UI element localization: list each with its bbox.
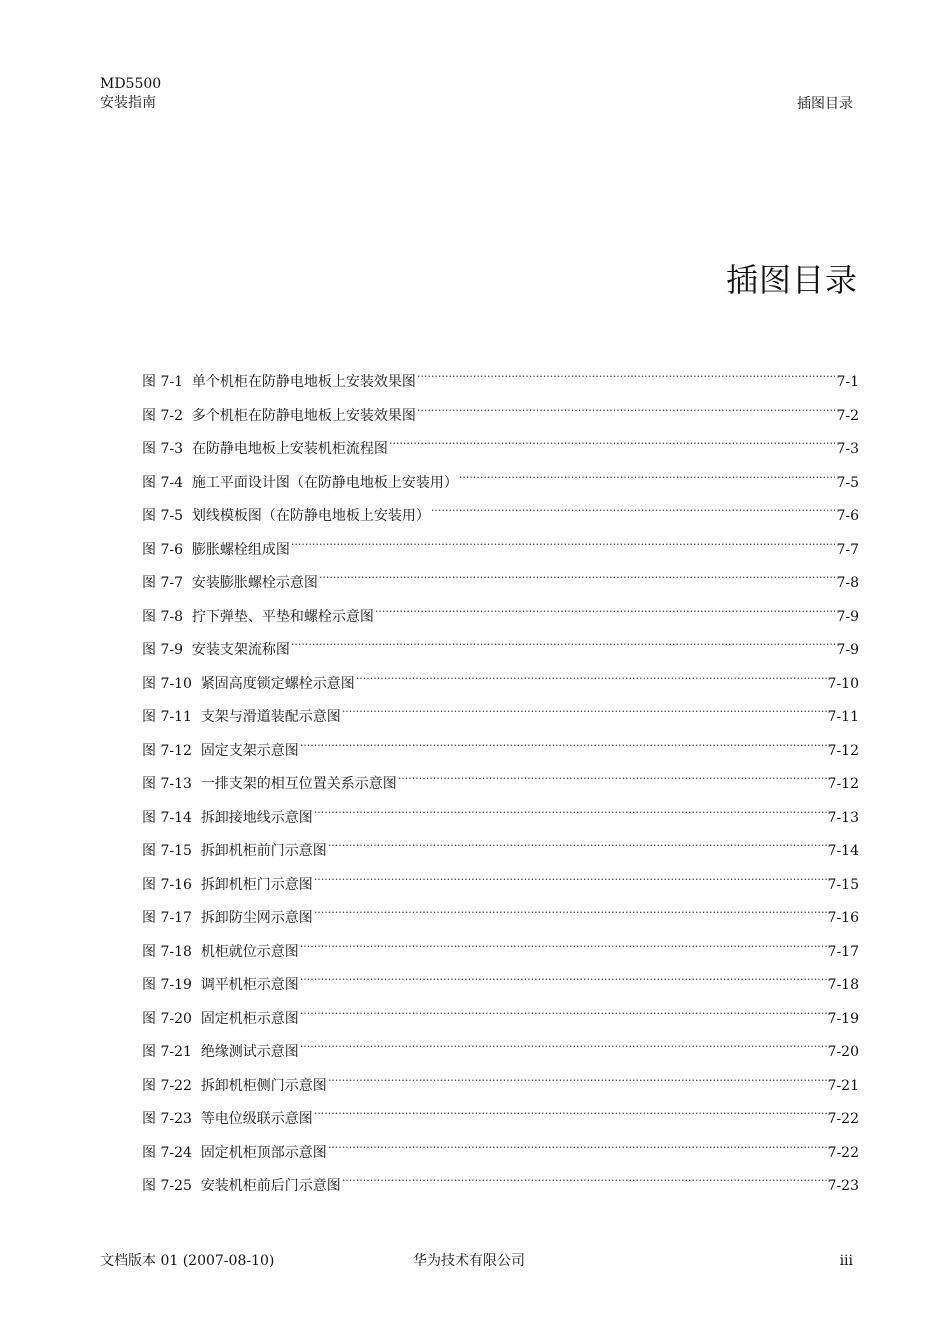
dot-leader (300, 969, 827, 989)
figure-label: 图 7-21 (142, 1044, 192, 1060)
label-spacer (192, 1009, 201, 1029)
dot-leader (342, 1170, 827, 1190)
figure-title: 单个机柜在防静电地板上安装效果图 (191, 374, 416, 390)
label-spacer (183, 372, 192, 392)
figure-entry[interactable] (142, 1137, 859, 1171)
dot-leader (356, 668, 827, 688)
figure-entry[interactable] (142, 668, 859, 702)
figure-page-number: 7-1 (836, 374, 859, 390)
label-spacer (192, 1076, 201, 1096)
footer-company: 华为技术有限公司 (413, 1253, 525, 1269)
figure-entry[interactable] (142, 366, 859, 400)
figure-label: 图 7-14 (142, 809, 192, 826)
figure-title: 拆卸机柜侧门示意图 (200, 1077, 327, 1094)
label-spacer (192, 741, 201, 761)
label-spacer (183, 439, 192, 459)
figure-page-number: 7-13 (827, 809, 859, 826)
figure-label: 图 7-6 (142, 541, 183, 558)
figure-page-number: 7-8 (836, 575, 859, 591)
figure-title: 机柜就位示意图 (200, 943, 299, 960)
figure-entry[interactable] (142, 400, 859, 434)
label-spacer (192, 674, 201, 694)
dot-leader (314, 1103, 827, 1123)
figure-entry[interactable] (142, 936, 859, 970)
figure-label: 图 7-10 (142, 675, 192, 692)
figure-page-number: 7-9 (836, 608, 859, 625)
label-spacer (183, 540, 192, 560)
figure-title: 绝缘测试示意图 (200, 1044, 299, 1060)
dot-leader (375, 601, 836, 621)
dot-leader (314, 802, 827, 822)
figure-page-number: 7-23 (827, 1178, 859, 1194)
figure-title: 固定机柜示意图 (200, 1010, 299, 1027)
figure-entry[interactable] (142, 835, 859, 869)
label-spacer (183, 406, 192, 426)
page-header-left (100, 75, 161, 113)
figure-label: 图 7-19 (142, 977, 192, 993)
figure-title: 安装膨胀螺栓示意图 (191, 575, 318, 591)
dot-leader (328, 1137, 827, 1157)
figure-entry[interactable] (142, 768, 859, 802)
figure-page-number: 7-19 (827, 1010, 859, 1027)
figure-label: 图 7-25 (142, 1178, 192, 1194)
figure-page-number: 7-2 (836, 407, 859, 424)
figure-entry[interactable] (142, 567, 859, 601)
figure-label: 图 7-1 (142, 374, 183, 390)
label-spacer (192, 1143, 201, 1163)
dot-leader (319, 567, 836, 587)
dot-leader (291, 534, 836, 554)
figure-entry[interactable] (142, 1036, 859, 1070)
figure-title: 固定支架示意图 (200, 742, 299, 759)
figure-label: 图 7-4 (142, 474, 183, 491)
figure-entry[interactable] (142, 601, 859, 635)
dot-leader (328, 835, 827, 855)
figure-page-number: 7-14 (827, 843, 859, 859)
figure-label: 图 7-23 (142, 1111, 192, 1127)
figure-entry[interactable] (142, 1070, 859, 1104)
figure-title: 紧固高度锁定螺栓示意图 (200, 675, 355, 692)
figure-label: 图 7-13 (142, 776, 192, 792)
figure-label: 图 7-24 (142, 1144, 192, 1161)
figure-page-number: 7-15 (827, 876, 859, 893)
figure-title: 拆卸接地线示意图 (200, 809, 313, 826)
figure-page-number: 7-3 (836, 441, 859, 457)
figure-label: 图 7-5 (142, 508, 183, 524)
dot-leader (389, 433, 836, 453)
label-spacer (192, 808, 201, 828)
figure-title: 膨胀螺栓组成图 (191, 541, 290, 558)
footer-document-version: 文档版本 01 (2007-08-10) (100, 1253, 275, 1269)
label-spacer (192, 1176, 201, 1196)
figure-entry[interactable] (142, 634, 859, 668)
figure-page-number: 7-12 (827, 742, 859, 759)
label-spacer (192, 975, 201, 995)
dot-leader (291, 634, 836, 654)
label-spacer (192, 841, 201, 861)
figure-page-number: 7-7 (836, 541, 859, 558)
figure-page-number: 7-16 (827, 910, 859, 926)
figure-title: 支架与滑道装配示意图 (200, 709, 341, 725)
label-spacer (183, 640, 192, 660)
figure-page-number: 7-12 (827, 776, 859, 792)
dot-leader (398, 768, 827, 788)
dot-leader (300, 735, 827, 755)
figure-page-number: 7-10 (827, 675, 859, 692)
figure-label: 图 7-11 (142, 709, 192, 725)
figure-label: 图 7-3 (142, 441, 183, 457)
figure-page-number: 7-17 (827, 943, 859, 960)
figure-entry[interactable] (142, 1003, 859, 1037)
figure-page-number: 7-5 (836, 474, 859, 491)
label-spacer (192, 774, 201, 794)
figure-label: 图 7-20 (142, 1010, 192, 1027)
dot-leader (300, 1003, 827, 1023)
figure-title: 拆卸防尘网示意图 (200, 910, 313, 926)
dot-leader (417, 400, 836, 420)
figure-label: 图 7-18 (142, 943, 192, 960)
figure-entry[interactable] (142, 1103, 859, 1137)
label-spacer (192, 908, 201, 928)
label-spacer (192, 707, 201, 727)
figure-title: 拧下弹垫、平垫和螺栓示意图 (191, 608, 374, 625)
figure-page-number: 7-18 (827, 977, 859, 993)
figure-title: 拆卸机柜门示意图 (200, 876, 313, 893)
dot-leader (314, 902, 827, 922)
header-section-name: 插图目录 (797, 96, 853, 112)
dot-leader (342, 701, 827, 721)
figure-entry[interactable] (142, 467, 859, 501)
figure-title: 安装支架流称图 (191, 642, 290, 658)
figure-label: 图 7-22 (142, 1077, 192, 1094)
figure-title: 固定机柜顶部示意图 (200, 1144, 327, 1161)
figure-title: 调平机柜示意图 (200, 977, 299, 993)
dot-leader (300, 1036, 827, 1056)
label-spacer (183, 473, 192, 493)
figure-entry[interactable] (142, 534, 859, 568)
figure-entry[interactable] (142, 701, 859, 735)
figure-page-number: 7-22 (827, 1144, 859, 1161)
figure-page-number: 7-22 (827, 1111, 859, 1127)
label-spacer (192, 942, 201, 962)
figure-title: 施工平面设计图（在防静电地板上安装用） (191, 474, 458, 491)
label-spacer (192, 1042, 201, 1062)
figure-title: 划线模板图（在防静电地板上安装用） (191, 508, 430, 524)
figure-title: 在防静电地板上安装机柜流程图 (191, 441, 388, 457)
figure-title: 安装机柜前后门示意图 (200, 1178, 341, 1194)
figure-entry[interactable] (142, 1170, 859, 1204)
dot-leader (417, 366, 836, 386)
figure-page-number: 7-11 (827, 709, 859, 725)
dot-leader (459, 467, 836, 487)
figure-entry[interactable] (142, 433, 859, 467)
figure-title: 多个机柜在防静电地板上安装效果图 (191, 407, 416, 424)
page-title: 插图目录 (725, 261, 858, 300)
label-spacer (183, 573, 192, 593)
footer-page-number: iii (839, 1253, 853, 1269)
figure-entry[interactable] (142, 802, 859, 836)
dot-leader (328, 1070, 827, 1090)
figure-label: 图 7-2 (142, 407, 183, 424)
figure-title: 一排支架的相互位置关系示意图 (200, 776, 397, 792)
figure-label: 图 7-15 (142, 843, 192, 859)
dot-leader (431, 500, 836, 520)
figure-page-number: 7-21 (827, 1077, 859, 1094)
figure-label: 图 7-9 (142, 642, 183, 658)
figure-entry[interactable] (142, 969, 859, 1003)
figure-label: 图 7-17 (142, 910, 192, 926)
figure-entry[interactable] (142, 902, 859, 936)
figure-page-number: 7-6 (836, 508, 859, 524)
figure-label: 图 7-16 (142, 876, 192, 893)
figure-page-number: 7-9 (836, 642, 859, 658)
figure-entry[interactable] (142, 735, 859, 769)
figure-entry[interactable] (142, 500, 859, 534)
figure-title: 等电位级联示意图 (200, 1111, 313, 1127)
label-spacer (192, 1109, 201, 1129)
label-spacer (192, 875, 201, 895)
figure-entry[interactable] (142, 869, 859, 903)
figure-label: 图 7-7 (142, 575, 183, 591)
figure-page-number: 7-20 (827, 1044, 859, 1060)
dot-leader (300, 936, 827, 956)
label-spacer (183, 607, 192, 627)
dot-leader (314, 869, 827, 889)
figure-list (142, 366, 859, 1204)
product-name: MD5500 (100, 76, 162, 92)
figure-label: 图 7-12 (142, 742, 192, 759)
figure-label: 图 7-8 (142, 608, 183, 625)
label-spacer (183, 506, 192, 526)
guide-name: 安装指南 (100, 95, 156, 111)
figure-title: 拆卸机柜前门示意图 (200, 843, 327, 859)
